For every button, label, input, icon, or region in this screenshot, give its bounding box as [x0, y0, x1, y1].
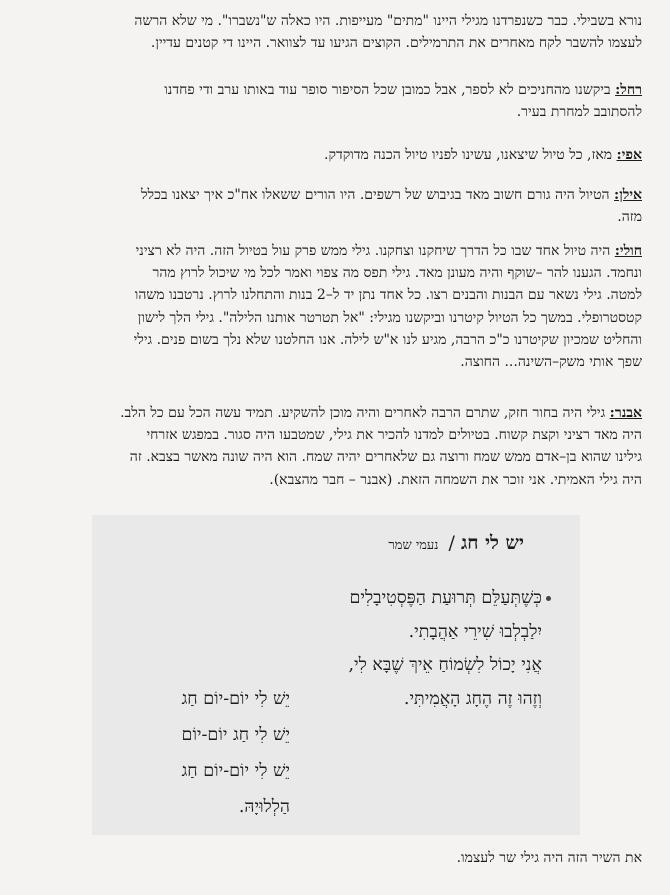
text-line: מזה. — [617, 209, 642, 226]
poem-line: אֲנִי יָכוֹל לִשְׂמוֹחַ אֵיךְ שֶׁבָּא לִי, — [348, 655, 542, 675]
poem-box — [92, 515, 580, 835]
poem-line: הַלְלוּיָהּ. — [238, 797, 290, 817]
poem-line: וְזֶהוּ זֶה הֶחָג הָאֲמִיתִּי. — [403, 689, 542, 709]
poem-separator: / — [448, 532, 455, 554]
text-line: קטסטרופלי. במשך כל הטיול קיטרנו וביקשנו מגילי: "אל תטרטר אותנו הלילה". גילי הלך לישון — [137, 309, 642, 326]
text-line: הטיול היה גורם חשוב מאד בגיבוש של רשפים. היו הורים ששאלו אח"כ איך יצאנו בכלל — [140, 187, 615, 203]
poem-line: יֵשׁ לִי יוֹם-יוֹם חַג — [181, 761, 290, 781]
text-line: גילי היה בחור חזק, שתרם הרבה לאחרים והיה מוכן להשקיע. תמיד עשה הכל עם כל הלב. — [120, 405, 610, 421]
text-line: היה גילי האמיתי. אני זוכר את השמחה הזאת. (אבנר – חבר מהצבא). — [269, 471, 642, 488]
text-line: גילינו שהוא בן–אדם ממש שמח ורוצה גם שלאחרים יהיה שמח. הוא היה שונה מאשר בצבא. זה — [129, 449, 642, 466]
poem-line: כְּשֶׁתְּעַלֵּם תְּרוּעַת הַפֶּסְטִיבָלִים — [349, 588, 542, 608]
poem-line: יֵשׁ לִי יוֹם-יוֹם חַג — [181, 689, 290, 709]
text-line: ביקשנו מהחניכים לא לספר, אבל כמובן שכל הסיפור סופר עוד באותו ערב ודי פחדנו — [164, 82, 616, 98]
paragraph-holi — [30, 240, 642, 373]
text-line: היה מאד רציני וקצת קשוח. בטיולים למדנו להכיר את גילי, שמטבעו היה סגור. במפגש אזרחי — [146, 427, 642, 444]
poem-author: נעמי שמר — [388, 538, 439, 553]
text-line: שפך אותי משק–השינה... החוצה. — [460, 354, 642, 371]
bullet-icon — [546, 596, 551, 601]
text-line: והחליט שמכיון שקיטרנו כ"כ הרבה, מגיע לנו א"ש לילה. אנו החלטנו שלא נלך בשום פנים. גילי — [133, 331, 642, 348]
poem-title: יש לי חג — [460, 532, 524, 554]
speaker-name: רחל: — [615, 82, 642, 98]
poem-header — [388, 532, 524, 555]
paragraph-intro — [30, 10, 642, 54]
paragraph-rachel — [30, 79, 642, 123]
speaker-name: אבנר: — [609, 405, 642, 421]
text-line: להסתובב למחרת בעיר. — [516, 104, 642, 121]
text-line: מאז, כל טיול שיצאנו, עשינו לפניו טיול הכנה מדוקדק. — [324, 147, 617, 163]
paragraph-ilan — [30, 184, 642, 228]
speaker-name: אילן: — [614, 187, 642, 203]
poem-line: יִלַבְלְבוּ שִׁירֵי אַהֲבָתִי. — [408, 622, 542, 642]
paragraph-efi — [30, 144, 642, 166]
poem-caption: את השיר הזה היה גילי שר לעצמו. — [456, 850, 642, 866]
speaker-name: אפי: — [616, 147, 642, 163]
text-line: נורא בשבילי. כבר כשנפרדנו מגילי היינו "מתים" מעייפות. היו כאלה ש"נשברו". מי שלא הרשה — [134, 13, 642, 29]
speaker-name: חולי: — [614, 243, 642, 259]
text-line: ונחמד. הגענו להר –שוקף והיה מעונן מאד. גילי תפס מה צפוי ואמר לכל מי שיכול לרוץ מהר — [152, 265, 642, 282]
paragraph-avner — [30, 402, 642, 491]
text-line: למטה. גילי נשאר עם הבנות והבנים רצו. כל אחד נתן יד ל–2 בנות והתחלנו לרוץ. נרטבנו משהו — [134, 287, 642, 304]
text-line: לעצמו להשבר לקח מאחרים את התרמילים. הקוצים הגיעו עד לצוואר. היינו די קטנים עדיין. — [150, 35, 642, 52]
poem-line: יֵשׁ לִי חַג יוֹם-יוֹם — [181, 725, 290, 745]
text-line: היה טיול אחד שבו כל הדרך שיחקנו וצחקנו. גילי ממש פרק עול בטיול הזה. היה לא רציני — [135, 243, 615, 259]
